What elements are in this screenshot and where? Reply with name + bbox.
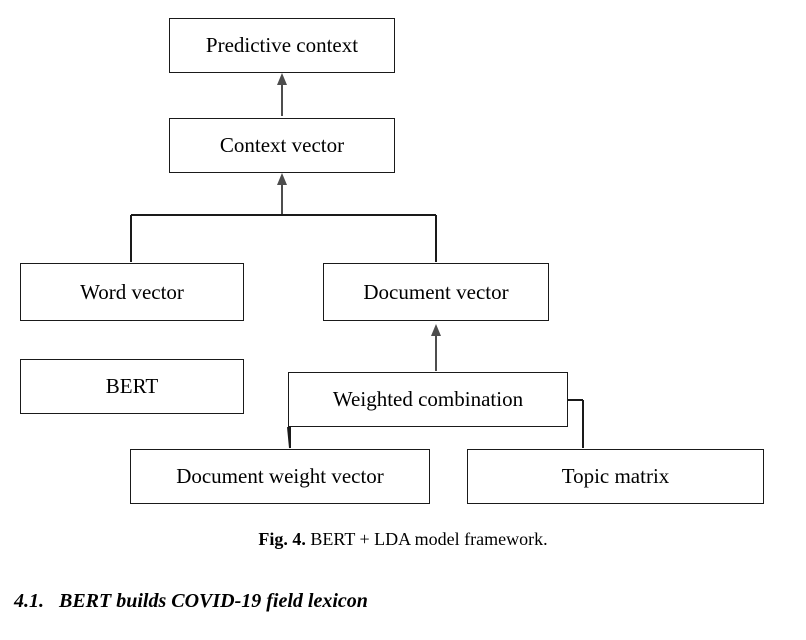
node-word-vector — [20, 263, 244, 321]
node-topic-matrix — [467, 449, 764, 504]
figure-caption-text: BERT + LDA model framework. — [310, 529, 548, 549]
node-label: BERT — [105, 374, 159, 398]
node-context-vector — [169, 118, 395, 173]
node-label: Context vector — [219, 133, 345, 157]
section-heading — [14, 590, 368, 613]
node-label: Word vector — [80, 279, 184, 304]
node-label: Weighted combination — [332, 387, 524, 411]
node-label: Document weight vector — [176, 464, 384, 488]
node-weighted-combination — [288, 372, 568, 427]
node-document-weight-vector — [130, 449, 430, 504]
node-predictive-context — [169, 18, 395, 73]
figure-caption-label: Fig. 4. — [258, 529, 306, 549]
node-label: Document vector — [363, 279, 509, 304]
node-document-vector — [323, 263, 549, 321]
section-title: BERT builds COVID-19 field lexicon — [59, 590, 368, 612]
figure-caption — [0, 529, 806, 550]
section-number: 4.1. — [14, 590, 44, 612]
node-label: Topic matrix — [561, 464, 670, 488]
node-bert — [20, 359, 244, 414]
node-label: Predictive context — [205, 33, 359, 57]
